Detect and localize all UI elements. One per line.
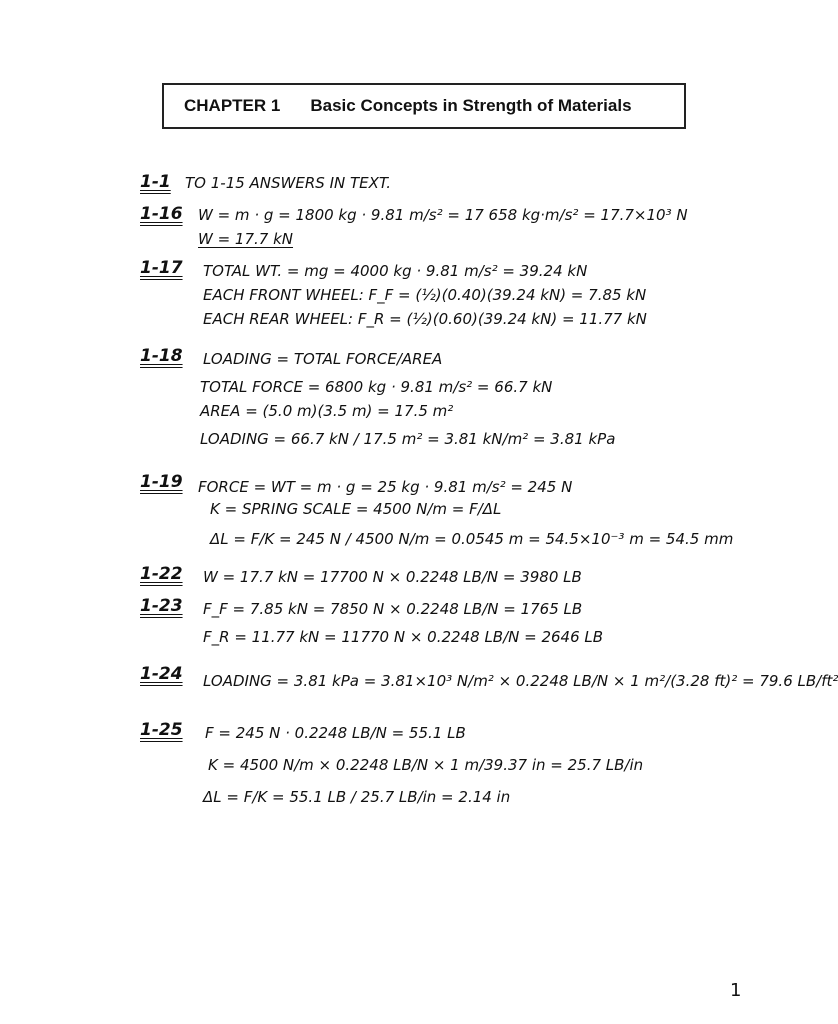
- problem-number: 1-16: [140, 204, 183, 224]
- solution-answer: W = 17.7 kN: [198, 230, 294, 248]
- chapter-header-box: [162, 83, 686, 129]
- solution-line: F_F = 7.85 kN = 7850 N × 0.2248 LB/N = 1765 LB: [203, 600, 583, 618]
- problem-number: 1-23: [140, 596, 183, 616]
- solution-line: EACH FRONT WHEEL: F_F = (½)(0.40)(39.24 kN) = 7.85 kN: [203, 286, 647, 304]
- solution-line: W = m · g = 1800 kg · 9.81 m/s² = 17 658 kg·m/s² = 17.7×10³ N: [198, 206, 688, 224]
- problem-number: 1-1: [140, 172, 171, 192]
- solution-line: FORCE = WT = m · g = 25 kg · 9.81 m/s² = 245 N: [198, 478, 573, 496]
- problem-number: 1-18: [140, 346, 183, 366]
- solution-line: TOTAL FORCE = 6800 kg · 9.81 m/s² = 66.7 kN: [200, 378, 553, 396]
- solution-line: TOTAL WT. = mg = 4000 kg · 9.81 m/s² = 39.24 kN: [203, 262, 588, 280]
- problem-number: 1-24: [140, 664, 183, 684]
- solution-line: K = SPRING SCALE = 4500 N/m = F/ΔL: [210, 500, 502, 518]
- solution-line: K = 4500 N/m × 0.2248 LB/N × 1 m/39.37 in = 25.7 LB/in: [208, 756, 644, 774]
- problem-number: 1-19: [140, 472, 183, 492]
- solution-line: TO 1-15 ANSWERS IN TEXT.: [185, 174, 392, 192]
- solution-line: F = 245 N · 0.2248 LB/N = 55.1 LB: [205, 724, 466, 742]
- solution-line: LOADING = 3.81 kPa = 3.81×10³ N/m² × 0.2248 LB/N × 1 m²/(3.28 ft)² = 79.6 LB/ft²: [203, 672, 838, 690]
- page-number: 1: [730, 980, 742, 1001]
- problem-number: 1-22: [140, 564, 183, 584]
- solution-line: LOADING = TOTAL FORCE/AREA: [203, 350, 443, 368]
- solution-line: ΔL = F/K = 245 N / 4500 N/m = 0.0545 m = 54.5×10⁻³ m = 54.5 mm: [210, 530, 734, 548]
- solution-line: AREA = (5.0 m)(3.5 m) = 17.5 m²: [200, 402, 454, 420]
- solution-line: W = 17.7 kN = 17700 N × 0.2248 LB/N = 3980 LB: [203, 568, 582, 586]
- solution-line: F_R = 11.77 kN = 11770 N × 0.2248 LB/N = 2646 LB: [203, 628, 604, 646]
- solution-line: LOADING = 66.7 kN / 17.5 m² = 3.81 kN/m² = 3.81 kPa: [200, 430, 616, 448]
- problem-number: 1-25: [140, 720, 183, 740]
- chapter-number: CHAPTER 1: [184, 96, 281, 115]
- solution-line: EACH REAR WHEEL: F_R = (½)(0.60)(39.24 kN) = 11.77 kN: [203, 310, 647, 328]
- chapter-title: Basic Concepts in Strength of Materials: [310, 96, 632, 115]
- problem-number: 1-17: [140, 258, 183, 278]
- solution-line: ΔL = F/K = 55.1 LB / 25.7 LB/in = 2.14 in: [203, 788, 511, 806]
